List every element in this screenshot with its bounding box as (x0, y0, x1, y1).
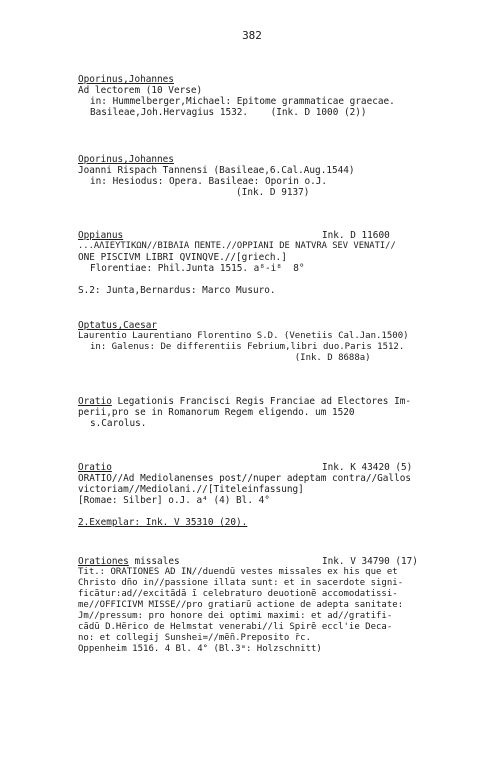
entry-line: S.2: Junta,Bernardus: Marco Musuro. (78, 285, 276, 296)
entry-line: me//OFFICIVM MISSE//pro gratiarũ actione de adepta sanitate: (78, 600, 404, 610)
entry-heading: Oporinus,Johannes (78, 74, 174, 85)
entry-heading: Oratio (78, 462, 112, 473)
entry-line: in: Hummelberger,Michael: Epitome grammaticae graecae. (90, 96, 395, 107)
entry-line: Oppenheim 1516. 4 Bl. 4° (Bl.3ᵃ: Holzschnitt) (78, 644, 322, 654)
entry-line: no: et collegij Sunshei=//mẽñ.Preposito r̄c. (78, 633, 311, 643)
entry-line: (Ink. D 8688a) (78, 353, 371, 363)
entry-line: in: Galenus: De differentiis Febrium,libri duo.Paris 1512. (90, 342, 405, 352)
entry-heading: Oratio (78, 396, 112, 407)
entry-line: Joanni Rispach Tannensi (Basileae,6.Cal.Aug.1544) (78, 165, 355, 176)
entry-line: s.Carolus. (90, 418, 147, 429)
entry-line: Christo dño in//passione illata sunt: et in sacerdote signi- (78, 578, 404, 588)
shelfmark: Ink. K 43420 (5) (322, 462, 413, 473)
entry-line: Laurentio Laurentiano Florentino S.D. (Venetiis Cal.Jan.1500) (78, 331, 409, 341)
catalog-entry (78, 74, 490, 118)
entry-line: cãdū D.Hẽrico de Helmstat venerabi//li Spirẽ eccl'ie Deca- (78, 622, 393, 632)
entry-line: Jm//pressum: pro honore dei optimi maximi: et ad//gratifi- (78, 611, 393, 621)
entry-heading: Oppianus (78, 230, 124, 241)
entry-line: Basileae,Joh.Hervagius 1532. (Ink. D 1000 (2)) (90, 107, 367, 118)
catalog-entry (78, 320, 490, 364)
entry-heading-rest: Legationis Francisci Regis Franciae ad Electores Im- (111, 396, 412, 407)
entry-heading: Oporinus,Johannes (78, 154, 174, 165)
entry-line: ...ΑΛΙΕΥΤΙΚΩΝ//ΒΙΒΛΙΑ ΠΕΝΤΕ.//OPPIANI DE NATVRA SEV VENATI// (78, 241, 396, 251)
entry-line: perii,pro se in Romanorum Regem eligendo. um 1520 (78, 407, 355, 418)
entry-line (78, 506, 490, 517)
catalog-entry (78, 154, 490, 198)
entry-heading: Optatus,Caesar (78, 320, 158, 331)
entry-heading-rest: missales (128, 556, 180, 567)
entry-line: in: Hesiodus: Opera. Basileae: Oporin o.J. (90, 176, 328, 187)
catalog-entry (78, 462, 490, 528)
entry-line: (Ink. D 9137) (78, 187, 310, 198)
entry-line: ONE PISCIVM LIBRI QVINQVE.//[griech.] (78, 252, 287, 263)
shelfmark: Ink. V 34790 (17) (322, 556, 418, 567)
entry-line: Florentiae: Phil.Junta 1515. a⁸-i⁸ 8° (90, 263, 305, 274)
entry-line: ORATIO//Ad Mediolanenses post//nuper adeptam contra//Gallos (78, 473, 412, 484)
shelfmark: Ink. D 11600 (322, 230, 390, 241)
catalog-entry (78, 396, 490, 429)
entry-line: [Romae: Silber] o.J. a⁴ (4) Bl. 4° (78, 495, 270, 506)
entry-line: victoriam//Mediolani.//[Titeleinfassung] (78, 484, 304, 495)
entry-heading: Orationes (78, 556, 129, 567)
catalog-entry (78, 556, 490, 655)
entry-line: Tit.: ORATIONES AD IN//duendū vestes missales ex his que et (78, 567, 398, 577)
page-number: 382 (242, 29, 262, 42)
entry-line: ficãtur:ad//excitãdã ĩ celebraturo deuotionẽ accomodatissi- (78, 589, 398, 599)
entry-line: 2.Exemplar: Ink. V 35310 (20). (78, 517, 248, 528)
entry-line (78, 274, 490, 285)
catalog-entry (78, 230, 490, 296)
entry-line: Ad lectorem (10 Verse) (78, 85, 203, 96)
